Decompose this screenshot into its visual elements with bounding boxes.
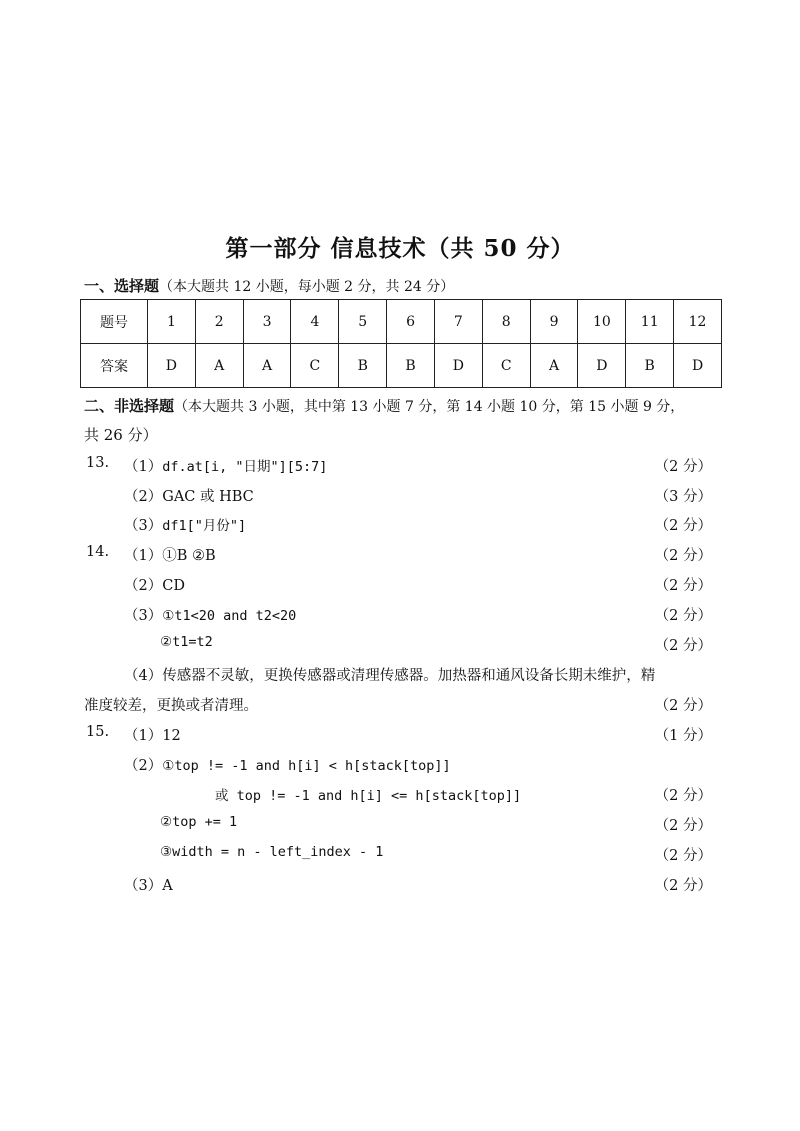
section2-heading: 二、非选择题 <box>84 397 175 415</box>
question-number: 3 <box>243 300 291 344</box>
answer-text: 12 <box>162 728 181 744</box>
table-row-label: 题号 <box>81 300 148 344</box>
q13-points-1: （2 分） <box>654 459 712 475</box>
answer-text: 传感器不灵敏，更换传感器或清理传感器。加热器和通风设备长期未维护，精 <box>162 668 656 684</box>
q14-points-3a: （2 分） <box>654 608 712 624</box>
question-number: 8 <box>482 300 530 344</box>
question-number: 6 <box>387 300 435 344</box>
q15-points-2b: （2 分） <box>654 818 712 834</box>
answer-cell: B <box>387 344 435 388</box>
sub-label: （3） <box>124 518 163 534</box>
answer-text: GAC 或 HBC <box>162 489 254 505</box>
answer-cell: B <box>626 344 674 388</box>
table-row-numbers <box>81 300 722 344</box>
answer-text: ①t1<20 and t2<20 <box>162 608 297 624</box>
q15-answer-2c: ③width = n - left_index - 1 <box>160 844 384 860</box>
answer-text: CD <box>162 578 185 594</box>
answer-text: df.at[i, "日期"][5:7] <box>162 459 328 475</box>
answer-text: df1["月份"] <box>162 518 247 534</box>
sub-label: （3） <box>124 608 163 624</box>
answer-table <box>80 299 722 388</box>
sub-label: （2） <box>124 489 163 505</box>
section2-note-line2: 共 26 分） <box>84 426 158 444</box>
q14-answer-4-line1 <box>124 664 655 685</box>
sub-label: （1） <box>124 548 163 564</box>
q14-answer-3b: ②t1=t2 <box>160 634 213 650</box>
question-number: 12 <box>674 300 722 344</box>
sub-label: （1） <box>124 459 163 475</box>
section2-heading-line <box>84 395 684 416</box>
question-number: 10 <box>578 300 626 344</box>
q15-answer-2a-alt: 或 top != -1 and h[i] <= h[stack[top]] <box>215 788 522 804</box>
q14-answer-1 <box>124 544 216 565</box>
table-row-answers <box>81 344 722 388</box>
table-row-label: 答案 <box>81 344 148 388</box>
q14-answer-3a <box>124 604 296 625</box>
section1-heading-line <box>84 275 454 296</box>
question-number: 7 <box>434 300 482 344</box>
answer-cell: A <box>530 344 578 388</box>
answer-text: A <box>162 878 173 894</box>
answer-text: ①top != -1 and h[i] < h[stack[top]] <box>162 758 451 774</box>
answer-cell: B <box>339 344 387 388</box>
sub-label: （1） <box>124 728 163 744</box>
q14-points-1: （2 分） <box>654 548 712 564</box>
q13-answer-1 <box>124 455 327 476</box>
question-number: 1 <box>148 300 196 344</box>
q15-answer-2a <box>124 754 451 775</box>
q14-answer-2 <box>124 574 185 595</box>
section1-note: （本大题共 12 小题，每小题 2 分，共 24 分） <box>159 279 455 295</box>
q14-answer-4-line2: 准度较差，更换或者清理。 <box>84 698 258 714</box>
sub-label: （3） <box>124 878 163 894</box>
page-title: 第一部分 信息技术（共 50 分） <box>225 235 575 262</box>
answer-cell: A <box>243 344 291 388</box>
q15-points-3: （2 分） <box>654 878 712 894</box>
question-number: 9 <box>530 300 578 344</box>
answer-text: ①B ②B <box>162 548 216 564</box>
sub-label: （2） <box>124 578 163 594</box>
q15-answer-1 <box>124 724 181 745</box>
sub-label: （4） <box>124 668 163 684</box>
q13-points-2: （3 分） <box>654 489 712 505</box>
question-number: 2 <box>195 300 243 344</box>
q14-number: 14. <box>86 544 110 560</box>
q15-points-1: （1 分） <box>654 728 712 744</box>
sub-label: （2） <box>124 758 163 774</box>
q13-answer-2 <box>124 485 254 506</box>
answer-cell: D <box>148 344 196 388</box>
section1-heading: 一、选择题 <box>84 277 160 295</box>
question-number: 11 <box>626 300 674 344</box>
answer-cell: D <box>434 344 482 388</box>
q14-points-4: （2 分） <box>654 698 712 714</box>
q13-points-3: （2 分） <box>654 518 712 534</box>
q14-points-3b: （2 分） <box>654 638 712 654</box>
q15-answer-3 <box>124 874 173 895</box>
q15-number: 15. <box>86 724 110 740</box>
q15-answer-2b: ②top += 1 <box>160 814 238 830</box>
q13-number: 13. <box>86 455 110 471</box>
question-number: 4 <box>291 300 339 344</box>
answer-cell: C <box>291 344 339 388</box>
q15-points-2a: （2 分） <box>654 788 712 804</box>
q13-answer-3 <box>124 514 246 535</box>
q14-points-2: （2 分） <box>654 578 712 594</box>
question-number: 5 <box>339 300 387 344</box>
section2-note-line1: （本大题共 3 小题，其中第 13 小题 7 分，第 14 小题 10 分，第 15 小题 9 分， <box>174 399 685 415</box>
answer-cell: D <box>578 344 626 388</box>
q15-points-2c: （2 分） <box>654 848 712 864</box>
answer-cell: A <box>195 344 243 388</box>
answer-cell: D <box>674 344 722 388</box>
answer-cell: C <box>482 344 530 388</box>
